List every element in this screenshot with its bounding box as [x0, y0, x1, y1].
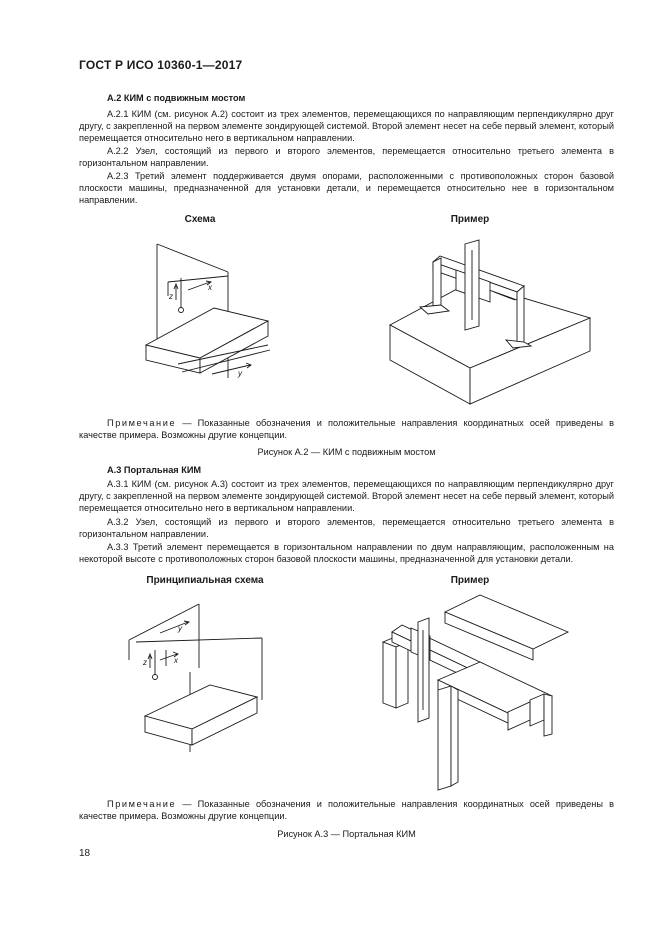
figure-a3-caption: Рисунок А.3 — Портальная КИМ [277, 829, 416, 839]
paragraph-a3-2-text: А.3.2 Узел, состоящий из первого и второго элементов, перемещается относительно третьего элемента в горизонтальном направлении. [79, 517, 614, 540]
a2-scheme-y-label: y [238, 369, 242, 378]
scheme-caption-a3: Принципиальная схема [146, 575, 264, 586]
example-caption-a2: Пример [450, 214, 490, 225]
note-a3 [79, 798, 614, 822]
figure-a2-caption: Рисунок А.2 — КИМ с подвижным мостом [257, 447, 436, 457]
a3-scheme-z-label: z [143, 658, 147, 667]
scheme-caption-a2: Схема [184, 214, 216, 225]
paragraph-a2-2-text: А.2.2 Узел, состоящий из первого и второго элементов, перемещается относительно третьего элемента в горизонтальном направлении. [79, 146, 614, 169]
a2-scheme-x-label: x [208, 283, 212, 292]
paragraph-a3-3-text: А.3.3 Третий элемент перемещается в горизонтальном направлении по двум направляющим, расположенным на некоторой высоте с противоположных сторон базовой плоскости машины, предназначенной для установки детали. [79, 542, 614, 565]
a3-scheme-x-label: x [174, 656, 178, 665]
a2-scheme-z-label: z [169, 292, 173, 301]
a3-example-ram [418, 618, 429, 722]
paragraph-a3-1-text: А.3.1 КИМ (см. рисунок А.3) состоит из трех элементов, перемещающихся по направляющим перпендикулярно друг другу, с закрепленной на первом элементе зондирующей системой. Второй элемент несет на себе первый элемент, который перемещается относительно него в вертикальном направлении. [79, 479, 614, 514]
note-a2-text: — Показанные обозначения и положительные направления координатных осей приведены в качестве примера. Возможны другие концепции. [79, 418, 614, 441]
a3-scheme-y-label: y [178, 624, 182, 633]
paragraph-a2-3-text: А.2.3 Третий элемент поддерживается двумя опорами, расположенными с противоположных сторон базовой плоскости машины, предназначенной для установки детали, и перемещается относительно нее в горизонтальном направлении. [79, 171, 614, 206]
a3-example-near-frame [438, 662, 552, 790]
a3-example-far-frame [445, 595, 568, 660]
page-number: 18 [79, 848, 91, 859]
section-a2-title: А.2 КИМ с подвижным мостом [107, 93, 246, 103]
note-a2-label: Примечание [107, 418, 177, 428]
note-a3-text: — Показанные обозначения и положительные направления координатных осей приведены в качестве примера. Возможны другие концепции. [79, 799, 614, 822]
document-header: ГОСТ Р ИСО 10360-1—2017 [79, 58, 243, 72]
section-a3-title: А.3 Портальная КИМ [107, 465, 202, 475]
note-a3-label: Примечание [107, 799, 177, 809]
paragraph-a2-1-text: А.2.1 КИМ (см. рисунок А.2) состоит из трех элементов, перемещающихся по направляющим перпендикулярно друг другу, с закрепленной на первом элементе зондирующей системой. Второй элемент несет на себе первый элемент, который перемещается относительно него в вертикальном направлении. [79, 109, 614, 144]
example-caption-a3: Пример [450, 575, 490, 586]
